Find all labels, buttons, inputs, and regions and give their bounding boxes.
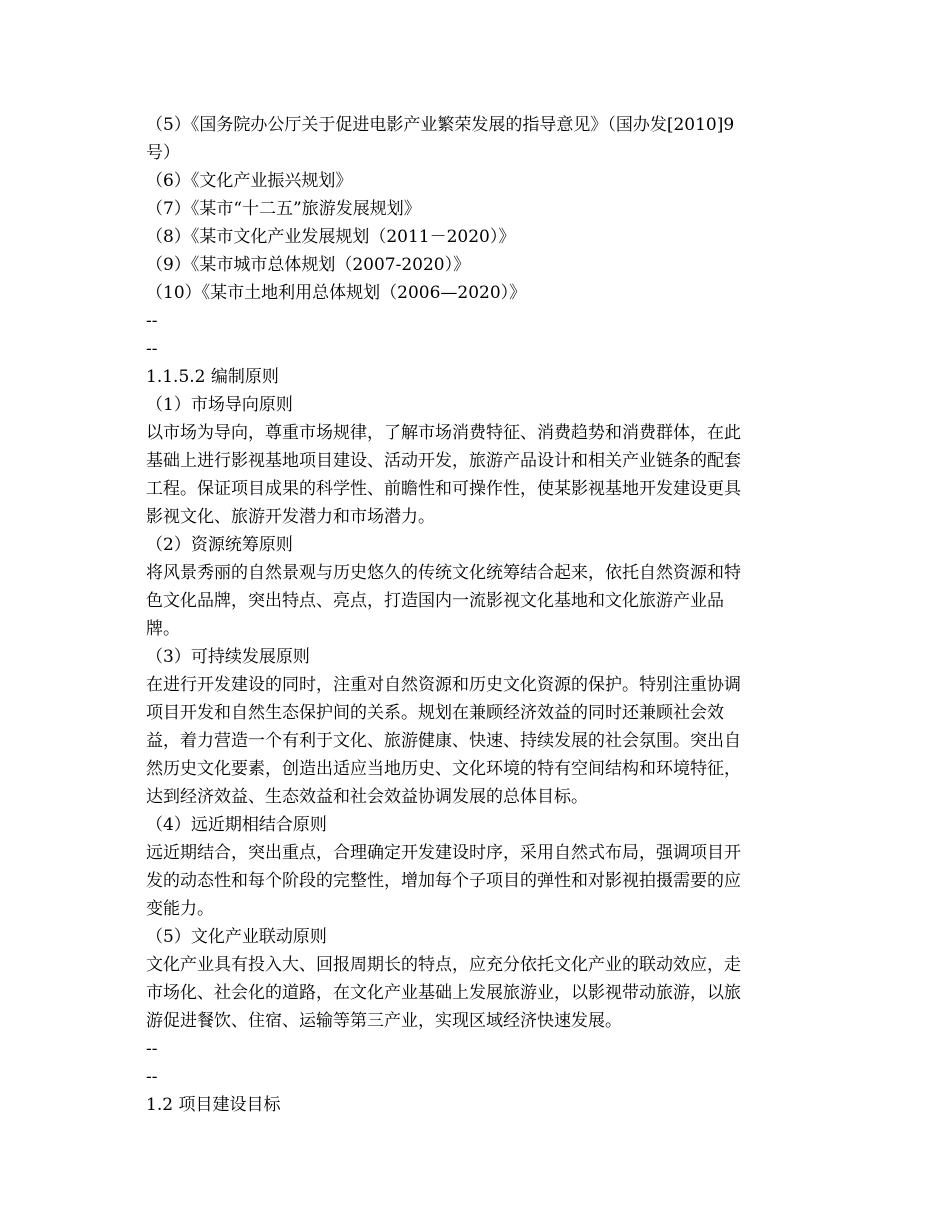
principle-text-line: 影视文化、旅游开发潜力和市场潜力。 bbox=[146, 507, 435, 527]
principle-text-line: 工程。保证项目成果的科学性、前瞻性和可操作性，使某影视基地开发建设更具 bbox=[146, 479, 741, 499]
principle-text-line: 发的动态性和每个阶段的完整性，增加每个子项目的弹性和对影视拍摄需要的应 bbox=[146, 871, 741, 891]
separator-line: -- bbox=[146, 1067, 158, 1087]
reference-item-continuation: 号） bbox=[146, 143, 180, 163]
principle-text-line: 远近期结合，突出重点，合理确定开发建设时序，采用自然式布局，强调项目开 bbox=[146, 843, 741, 863]
principle-3 bbox=[146, 643, 811, 811]
principle-title: （3）可持续发展原则 bbox=[146, 647, 310, 667]
principle-title: （4）远近期相结合原则 bbox=[146, 815, 327, 835]
principle-text-line: 市场化、社会化的道路，在文化产业基础上发展旅游业，以影视带动旅游，以旅 bbox=[146, 983, 741, 1003]
next-section-heading: 1.2 项目建设目标 bbox=[146, 1095, 281, 1115]
principle-text-line: 益，着力营造一个有利于文化、旅游健康、快速、持续发展的社会氛围。突出自 bbox=[146, 731, 741, 751]
reference-item: （10）《某市土地利用总体规划（2006—2020）》 bbox=[146, 283, 527, 303]
section-heading: 1.1.5.2 编制原则 bbox=[146, 367, 279, 387]
reference-item: （8）《某市文化产业发展规划（2011－2020）》 bbox=[146, 227, 516, 247]
principle-4 bbox=[146, 811, 811, 923]
principle-title: （2）资源统筹原则 bbox=[146, 535, 293, 555]
separator-line: -- bbox=[146, 339, 158, 359]
principle-text-line: 游促进餐饮、住宿、运输等第三产业，实现区域经济快速发展。 bbox=[146, 1011, 622, 1031]
principle-text-line: 色文化品牌，突出特点、亮点，打造国内一流影视文化基地和文化旅游产业品 bbox=[146, 591, 724, 611]
principle-2 bbox=[146, 531, 811, 643]
reference-item: （6）《文化产业振兴规划》 bbox=[146, 171, 353, 191]
principle-text-line: 变能力。 bbox=[146, 899, 214, 919]
principle-text-line: 然历史文化要素，创造出适应当地历史、文化环境的特有空间结构和环境特征， bbox=[146, 759, 741, 779]
principle-text-line: 以市场为导向，尊重市场规律，了解市场消费特征、消费趋势和消费群体，在此 bbox=[146, 423, 741, 443]
reference-list bbox=[146, 111, 811, 307]
principle-1 bbox=[146, 391, 811, 531]
principle-title: （5）文化产业联动原则 bbox=[146, 927, 327, 947]
principle-5 bbox=[146, 923, 811, 1035]
principle-text-line: 在进行开发建设的同时，注重对自然资源和历史文化资源的保护。特别注重协调 bbox=[146, 675, 741, 695]
principle-title: （1）市场导向原则 bbox=[146, 395, 293, 415]
separator-line: -- bbox=[146, 1039, 158, 1059]
reference-item: （9）《某市城市总体规划（2007-2020）》 bbox=[146, 255, 471, 275]
reference-item: （5）《国务院办公厅关于促进电影产业繁荣发展的指导意见》（国办发[2010]9 bbox=[146, 115, 735, 135]
principle-text-line: 将风景秀丽的自然景观与历史悠久的传统文化统筹结合起来，依托自然资源和特 bbox=[146, 563, 741, 583]
document-body bbox=[146, 111, 811, 1119]
principle-text-line: 项目开发和自然生态保护间的关系。规划在兼顾经济效益的同时还兼顾社会效 bbox=[146, 703, 724, 723]
separator-line: -- bbox=[146, 311, 158, 331]
reference-item: （7）《某市“十二五”旅游发展规划》 bbox=[146, 199, 421, 219]
principle-text-line: 牌。 bbox=[146, 619, 180, 639]
principle-text-line: 达到经济效益、生态效益和社会效益协调发展的总体目标。 bbox=[146, 787, 588, 807]
principle-text-line: 文化产业具有投入大、回报周期长的特点，应充分依托文化产业的联动效应，走 bbox=[146, 955, 741, 975]
principle-text-line: 基础上进行影视基地项目建设、活动开发，旅游产品设计和相关产业链条的配套 bbox=[146, 451, 741, 471]
